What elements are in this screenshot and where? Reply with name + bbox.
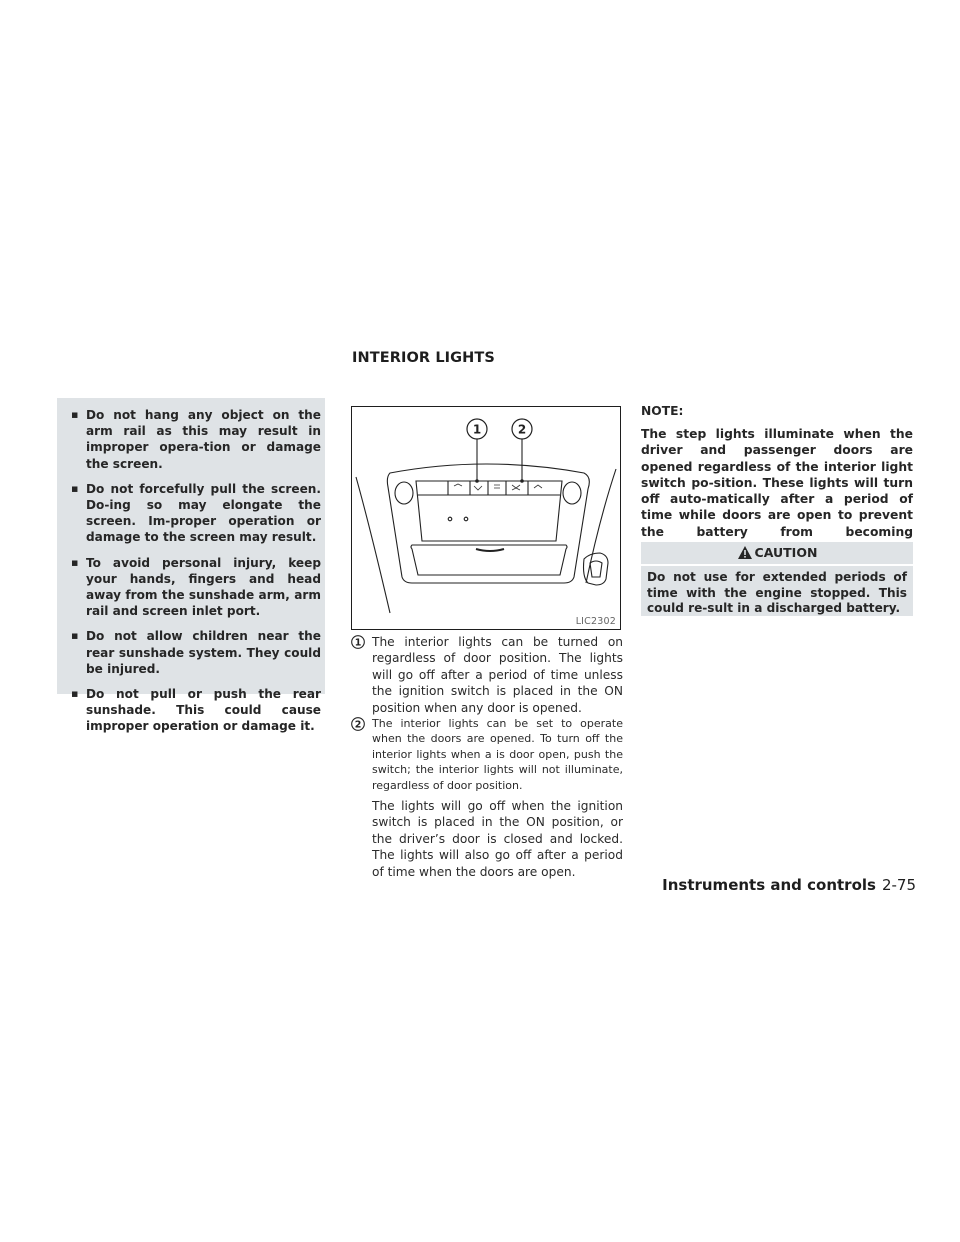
item-2-text: The interior lights can be set to operate when the doors are opened. To turn off the interior lights when a is door open, push the switch; the interior lights will not illuminate, regardless of door position.: [372, 717, 623, 792]
callout-2-label: 2: [517, 422, 527, 437]
warning-text: Do not hang any object on the arm rail as this may result in improper opera-tion or damage the screen.: [86, 408, 321, 471]
note-text: The step lights illuminate when the driver and passenger doors are opened regardless of the interior light switch po-sition. These lights will turn off auto-matically after a period of time while doors are open to prevent the battery from becoming: [641, 427, 913, 539]
caution-text: Do not use for extended periods of time with the engine stopped. This could re-sult in a discharged battery.: [641, 566, 913, 616]
item-1-text: The interior lights can be turned on regardless of door position. The lights will go off after a period of time unless the ignition switch is placed in the ON position when any door is opened.: [372, 635, 623, 715]
number-2-icon: [351, 717, 365, 731]
page-number: 2-75: [881, 876, 916, 894]
warning-text: Do not pull or push the rear sunshade. This could cause improper operation or damage it.: [86, 687, 321, 734]
warning-text: Do not allow children near the rear sunshade system. They could be injured.: [86, 629, 321, 676]
note-label: NOTE:: [641, 404, 684, 418]
warning-item: [71, 481, 321, 546]
caution-label: CAUTION: [754, 545, 818, 560]
bullet-icon: ▪: [71, 629, 79, 643]
item-2-followup: The lights will go off when the ignition switch is placed in the ON position, or the driver’s door is closed and locked. The lights will also go off after a period of time when the doors are open.: [372, 799, 623, 879]
warning-item: [71, 407, 321, 472]
item-2: [351, 716, 623, 793]
bullet-icon: ▪: [71, 555, 79, 569]
section-title: INTERIOR LIGHTS: [352, 350, 495, 366]
svg-text:1: 1: [354, 637, 362, 649]
callout-1-label: 1: [472, 422, 482, 437]
bullet-icon: ▪: [71, 481, 79, 495]
warning-item: [71, 555, 321, 620]
overhead-console-drawing: [352, 407, 620, 629]
warning-item: [71, 628, 321, 677]
page-footer: [662, 876, 916, 894]
warning-triangle-icon: [737, 545, 753, 560]
caution-header: [641, 542, 913, 564]
warning-item: [71, 686, 321, 735]
interior-light-illustration: [351, 406, 621, 630]
warning-text: To avoid personal injury, keep your hands, fingers and head away from the sunshade arm, arm rail and screen inlet port.: [86, 555, 321, 619]
footer-section: Instruments and controls: [662, 876, 876, 894]
number-1-icon: [351, 635, 365, 649]
svg-text:2: 2: [354, 719, 362, 731]
item-1: [351, 634, 623, 716]
figure-code: LIC2302: [575, 616, 616, 627]
warning-box: [57, 398, 325, 734]
warning-text: Do not forcefully pull the screen. Do-ing so may elongate the screen. Im-proper operation or damage to the screen may result.: [86, 481, 321, 545]
bullet-icon: ▪: [71, 687, 79, 701]
warning-list: [71, 407, 321, 735]
bullet-icon: ▪: [71, 408, 79, 421]
